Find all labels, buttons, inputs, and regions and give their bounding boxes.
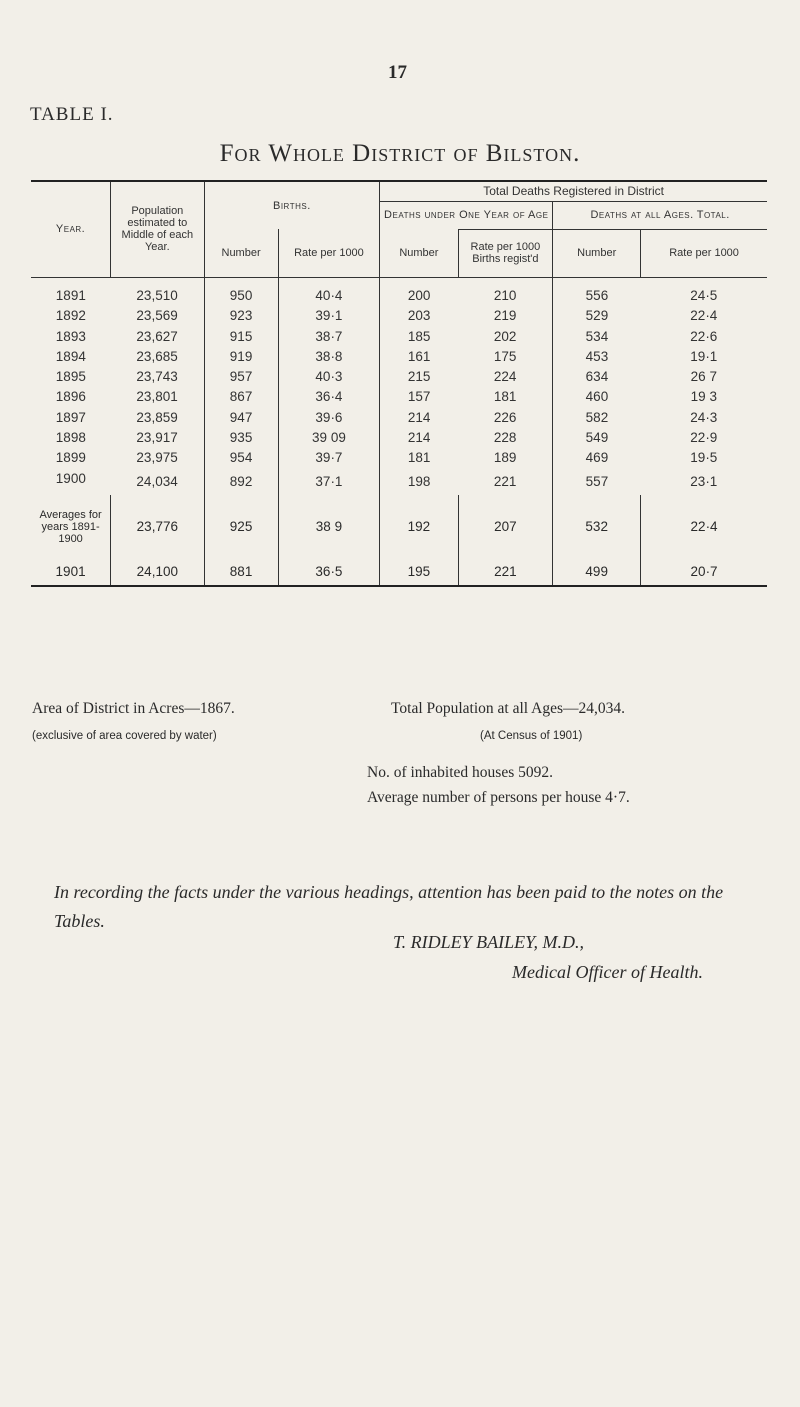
- average-row: Averages for years 1891-1900 23,776 925 38 9 192 207 532 22·4: [31, 495, 767, 559]
- population-note: Total Population at all Ages—24,034.: [391, 700, 625, 717]
- header-under-one-rate: Rate per 1000 Births regist'd: [458, 229, 553, 277]
- header-all-number: Number: [553, 229, 641, 277]
- page-heading: For Whole District of Bilston.: [219, 140, 581, 167]
- header-population: Population estimated to Middle of each Year.: [111, 181, 204, 277]
- header-births: Births.: [204, 181, 380, 229]
- table-row: 1896 23,801 867 36·4 157 181 460 19 3: [31, 387, 767, 407]
- officer-title: Medical Officer of Health.: [512, 962, 703, 982]
- header-deaths-under-one: Deaths under One Year of Age: [380, 201, 553, 229]
- header-births-rate: Rate per 1000: [278, 229, 380, 277]
- header-deaths-all-ages: Deaths at all Ages. Total.: [590, 209, 730, 221]
- header-births-number: Number: [204, 229, 278, 277]
- table-row: 1891 23,510 950 40·4 200 210 556 24·5: [31, 278, 767, 306]
- population-subnote: (At Census of 1901): [480, 730, 583, 742]
- header-year: Year.: [31, 181, 111, 277]
- table-row: 1899 23,975 954 39·7 181 189 469 19·5: [31, 448, 767, 468]
- table-row: 1892 23,569 923 39·1 203 219 529 22·4: [31, 306, 767, 326]
- year-1901-row: 1901 24,100 881 36·5 195 221 499 20·7: [31, 559, 767, 586]
- page-number: 17: [388, 62, 407, 83]
- header-total: Total.: [696, 209, 730, 221]
- area-subnote: (exclusive of area covered by water): [32, 730, 217, 742]
- closing-statement: In recording the facts under the various headings, attention has been paid to the notes on the Tables.: [54, 882, 724, 931]
- signature: T. RIDLEY BAILEY, M.D.,: [393, 932, 585, 952]
- mortality-table: [31, 180, 767, 587]
- area-note: Area of District in Acres—1867.: [32, 700, 235, 717]
- table-row: 1898 23,917 935 39 09 214 228 549 22·9: [31, 428, 767, 448]
- table-row: 1894 23,685 919 38·8 161 175 453 19·1: [31, 347, 767, 367]
- table-row: 1893 23,627 915 38·7 185 202 534 22·6: [31, 327, 767, 347]
- persons-per-house-note: Average number of persons per house 4·7.: [367, 789, 630, 806]
- table-row: 1900 24,034 892 37·1 198 221 557 23·1: [31, 469, 767, 495]
- header-total-deaths: Total Deaths Registered in District: [380, 181, 767, 201]
- header-all-rate: Rate per 1000: [641, 229, 767, 277]
- header-under-one-number: Number: [380, 229, 458, 277]
- table-row: 1895 23,743 957 40·3 215 224 634 26 7: [31, 367, 767, 387]
- table-row: 1897 23,859 947 39·6 214 226 582 24·3: [31, 408, 767, 428]
- table-label: TABLE I.: [30, 104, 114, 125]
- houses-note: No. of inhabited houses 5092.: [367, 764, 553, 781]
